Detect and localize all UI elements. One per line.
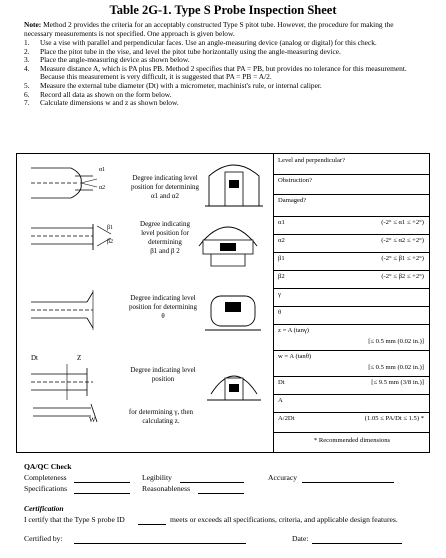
ratio-tolerance: (1.05 ≤ PA/Dt ≤ 1.5) * — [364, 415, 424, 422]
table-footnote-row — [274, 432, 430, 452]
completeness-label: Completeness — [24, 473, 67, 482]
step-number: 7. — [24, 98, 30, 108]
table-row — [274, 376, 430, 395]
damaged-label: Damaged? — [278, 197, 307, 204]
certified-by-field[interactable] — [74, 543, 246, 544]
table-row — [274, 412, 430, 433]
table-row — [274, 394, 430, 413]
step-number: 4. — [24, 63, 30, 73]
table-row — [274, 252, 430, 271]
certify-text-2: meets or exceeds all specifications, criteria, and applicable design features. — [170, 515, 398, 524]
table-row — [274, 350, 430, 377]
w-label: W — [89, 416, 96, 424]
probe-id-field[interactable] — [138, 524, 166, 525]
dt-label: Dt — [31, 354, 38, 362]
a-row-label: A — [278, 397, 283, 404]
beta1-label: β1 — [278, 255, 285, 262]
beta-caption-text: Degree indicating level position for determining — [140, 220, 190, 246]
table-row — [274, 216, 430, 235]
completeness-field[interactable] — [74, 482, 130, 483]
gamma-diagram-caption-2: for determining γ, then calculating z. — [128, 408, 194, 425]
level-label: Level and perpendicular? — [278, 157, 345, 164]
w-tolerance: [≤ 0.5 mm (0.02 in.)] — [368, 364, 424, 371]
specifications-field[interactable] — [74, 493, 130, 494]
date-field[interactable] — [312, 543, 402, 544]
note-text: Method 2 provides the criteria for an acceptably constructed Type S pitot tube. However, the procedure for making the necessary measurements is not specified. One approach is given below. — [24, 20, 394, 38]
certify-text-1: I certify that the Type S probe ID — [24, 515, 125, 524]
alpha1-label: α1 — [278, 219, 285, 226]
gamma-diagram-caption: Degree indicating level position — [130, 366, 196, 383]
alpha2-label: α2 — [278, 237, 285, 244]
table-row — [274, 288, 430, 307]
level-gauge-icon — [205, 158, 263, 210]
step-number: 6. — [24, 89, 30, 99]
step-text: Place the pitot tube in the vise, and level the pitot tube horizontally using the angle-measuring device. — [40, 46, 341, 56]
date-label: Date: — [292, 534, 309, 543]
alpha2-symbol: α2 — [99, 185, 106, 191]
step-number: 1. — [24, 38, 30, 47]
z-formula: z = A (tanγ) — [278, 327, 309, 334]
table-row — [274, 154, 430, 175]
legibility-field[interactable] — [180, 482, 244, 483]
reasonableness-label: Reasonableness — [142, 484, 191, 493]
inspection-form-frame — [16, 153, 430, 453]
certified-by-label: Certified by: — [24, 534, 63, 543]
table-row — [274, 234, 430, 253]
step-text: Use a vise with parallel and perpendicular faces. Use an angle-measuring device (analog or digital) for this check. — [40, 38, 377, 47]
accuracy-field[interactable] — [302, 482, 394, 483]
ratio-label: A/2Dt — [278, 415, 295, 422]
alpha1-tolerance: (-2° ≤ α1 ≤ +2°) — [381, 219, 424, 226]
level-gauge-icon — [193, 210, 263, 268]
qa-heading: QA/QC Check — [24, 462, 72, 471]
theta-diagram-caption: Degree indicating level position for determining θ — [128, 294, 198, 320]
certification-heading: Certification — [24, 504, 64, 513]
gamma-label: γ — [278, 291, 281, 298]
dt-tolerance: [≤ 9.5 mm (3/8 in.)] — [371, 379, 424, 386]
beta-caption-symbols: β1 and β 2 — [150, 247, 180, 255]
alpha-caption-text: Degree indicating level position for determining — [130, 174, 200, 191]
note-paragraph — [24, 21, 424, 38]
table-row — [274, 306, 430, 325]
step-item — [24, 65, 429, 82]
step-text: Measure distance A, which is PA plus PB. Method 2 specifies that PA = PB, but provides no tolerance for this measurement. Because this measurement is very difficult, it is suggested that PA = PB = A/2. — [40, 63, 407, 82]
specifications-label: Specifications — [24, 484, 68, 493]
step-number: 2. — [24, 46, 30, 56]
procedure-steps — [24, 39, 429, 108]
accuracy-label: Accuracy — [268, 473, 298, 482]
step-number: 3. — [24, 55, 30, 65]
alpha-diagram-caption — [127, 174, 203, 201]
level-gauge-icon — [205, 278, 261, 334]
beta2-label: β2 — [278, 273, 285, 280]
table-row — [274, 194, 430, 217]
step-item — [24, 99, 429, 108]
table-row — [274, 174, 430, 195]
page-title: Table 2G-1. Type S Probe Inspection Sheet — [109, 3, 337, 17]
z-tolerance: [≤ 0.5 mm (0.02 in.)] — [368, 338, 424, 345]
beta2-symbol: β2 — [107, 239, 114, 245]
alpha2-tolerance: (-2° ≤ α2 ≤ +2°) — [381, 237, 424, 244]
theta-probe-diagram — [31, 290, 111, 330]
step-text: Calculate dimensions w and z as shown below. — [40, 98, 179, 108]
note-prefix: Note: — [24, 20, 42, 29]
reasonableness-field[interactable] — [198, 493, 244, 494]
alpha1-symbol: α1 — [99, 167, 106, 173]
z-label: Z — [77, 354, 82, 362]
table-footnote: * Recommended dimensions — [313, 437, 391, 444]
measurement-table — [273, 154, 430, 452]
alpha-caption-symbols: α1 and α2 — [151, 192, 179, 200]
beta1-tolerance: (-2° ≤ β1 ≤ +2°) — [381, 255, 424, 262]
step-text: Measure the external tube diameter (Dt) with a micrometer, machinist's rule, or internal caliper. — [40, 80, 322, 90]
obstruction-label: Obstruction? — [278, 177, 313, 184]
table-row — [274, 270, 430, 289]
level-gauge-icon — [205, 354, 263, 414]
beta2-tolerance: (-2° ≤ β2 ≤ +2°) — [381, 273, 424, 280]
w-formula: w = A (tanθ) — [278, 353, 312, 360]
dt-row-label: Dt — [278, 379, 285, 386]
beta1-symbol: β1 — [107, 225, 114, 231]
table-row — [274, 324, 430, 351]
step-text: Record all data as shown on the form below. — [40, 89, 172, 99]
gamma-probe-diagram — [27, 360, 117, 430]
legibility-label: Legibility — [142, 473, 172, 482]
beta-diagram-caption — [135, 220, 195, 256]
theta-label: θ — [278, 309, 282, 316]
step-number: 5. — [24, 80, 30, 90]
step-text: Place the angle-measuring device as shown below. — [40, 55, 190, 65]
